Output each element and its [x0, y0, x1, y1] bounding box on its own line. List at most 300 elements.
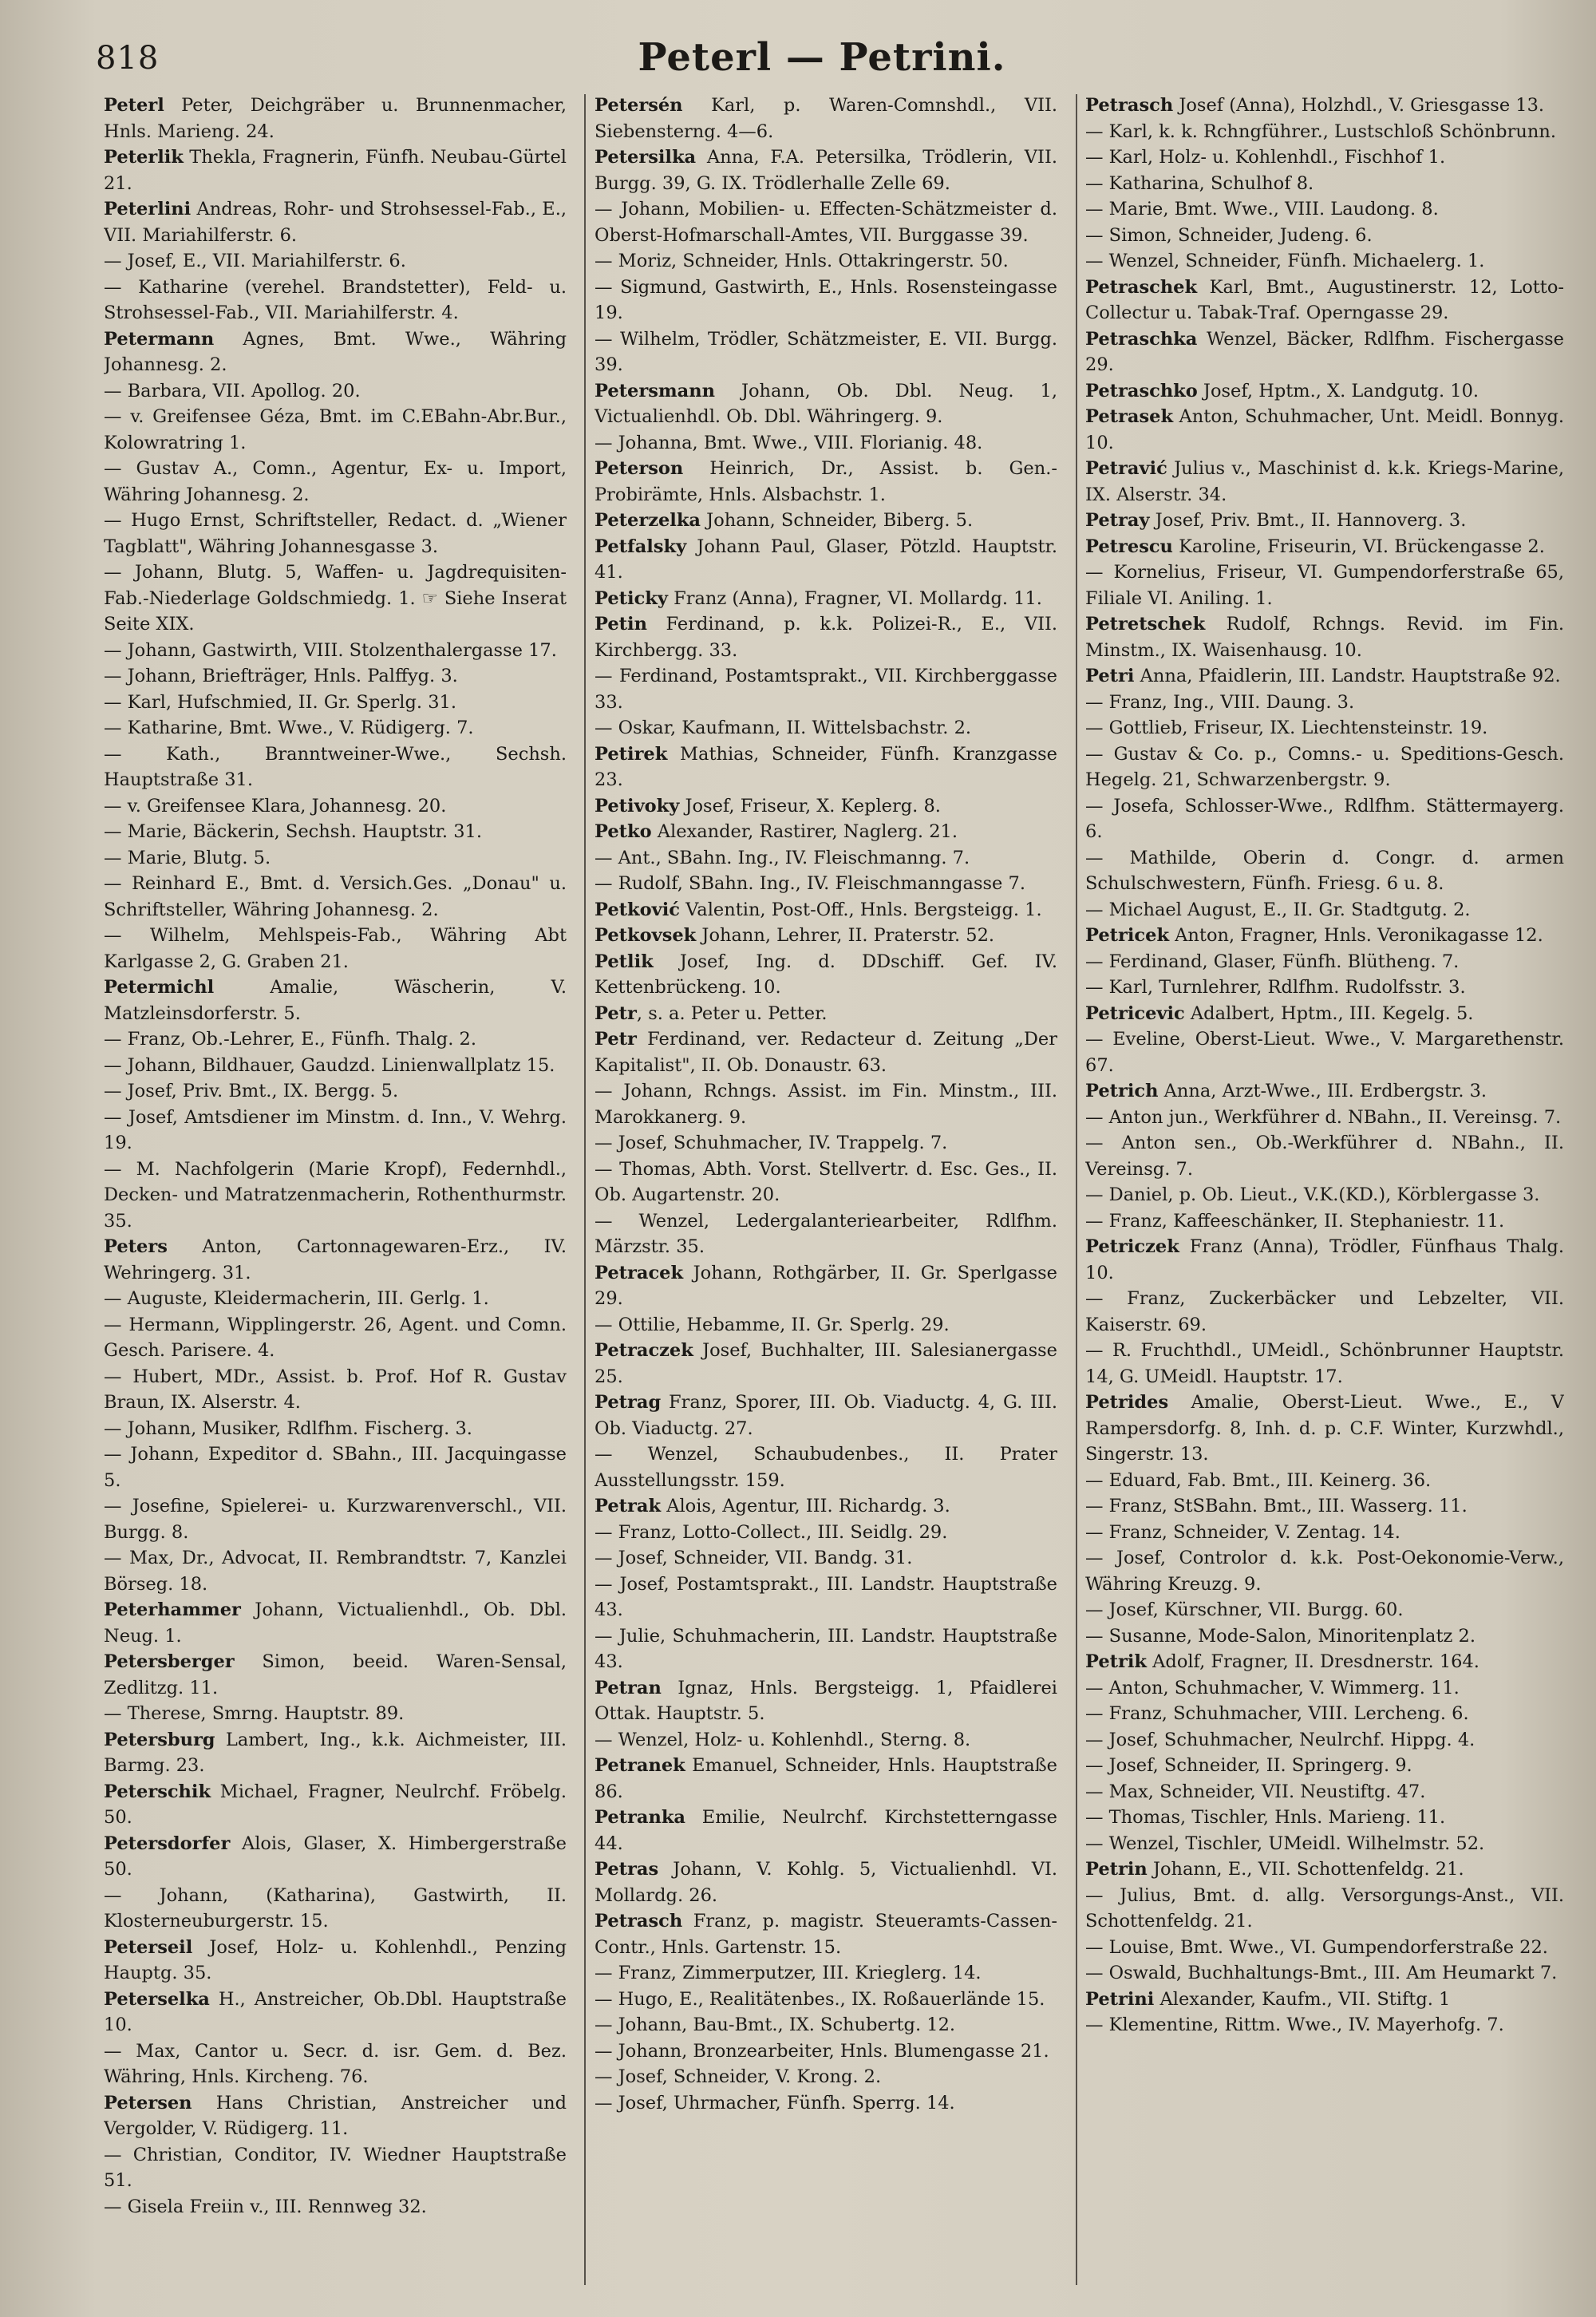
directory-entry	[1085, 1856, 1564, 1883]
directory-entry	[1085, 275, 1564, 326]
entry-details: — Johann, Rchngs. Assist. im Fin. Minstm., III. Marokkanerg. 9.	[595, 1081, 1057, 1128]
entry-details: Anna, Pfaidlerin, III. Landstr. Hauptstraße 92.	[1134, 666, 1561, 686]
entry-details: Anna, Arzt-Wwe., III. Erdbergstr. 3.	[1158, 1081, 1487, 1101]
entry-details: — R. Fruchthdl., UMeidl., Schönbrunner Hauptstr. 14, G. UMeidl. Hauptstr. 17.	[1085, 1340, 1564, 1387]
entry-details: — Hermann, Wipplingerstr. 26, Agent. und Comn. Gesch. Parisere. 4.	[104, 1314, 567, 1361]
entry-details: Franz, p. magistr. Steueramts-Cassen-Contr., Hnls. Gartenstr. 15.	[595, 1911, 1057, 1958]
entry-details: — Ant., SBahn. Ing., IV. Fleischmanng. 7.	[595, 847, 970, 868]
entry-surname: Petersmann	[595, 380, 715, 401]
column-rule	[1076, 94, 1077, 2285]
directory-entry	[1085, 456, 1564, 508]
page-number: 818	[96, 40, 160, 77]
directory-entry	[595, 871, 1057, 897]
entry-details: Agnes, Bmt. Wwe., Währing Johannesg. 2.	[104, 328, 567, 375]
entry-details: — Wilhelm, Mehlspeis-Fab., Währing Abt Karlgasse 2, G. Graben 21.	[104, 925, 567, 972]
directory-entry	[595, 378, 1057, 430]
directory-entry	[1085, 1026, 1564, 1078]
directory-entry	[595, 819, 1057, 845]
directory-entry	[1085, 1805, 1564, 1831]
entry-details: — Josef, Uhrmacher, Fünfh. Sperrg. 14.	[595, 2092, 955, 2113]
directory-entry	[104, 871, 567, 923]
directory-entry	[595, 1987, 1057, 2013]
entry-details: — Johann, (Katharina), Gastwirth, II. Klosterneuburgerstr. 15.	[104, 1884, 567, 1931]
entry-details: Andreas, Rohr- und Strohsessel-Fab., E., VII. Mariahilferstr. 6.	[104, 199, 567, 246]
entry-surname: Peterselka	[104, 1988, 210, 2010]
directory-entry	[104, 663, 567, 690]
entry-details: — Ottilie, Hebamme, II. Gr. Sperlg. 29.	[595, 1314, 950, 1335]
directory-entry	[595, 1908, 1057, 1960]
directory-entry	[104, 248, 567, 275]
entry-details: — Max, Dr., Advocat, II. Rembrandtstr. 7, Kanzlei Börseg. 18.	[104, 1548, 567, 1595]
entry-surname: Peterschik	[104, 1781, 211, 1802]
directory-entry	[1085, 611, 1564, 663]
entry-details: Johann, Victualienhdl., Ob. Dbl. Neug. 1.	[104, 1599, 567, 1647]
entry-details: — Reinhard E., Bmt. d. Versich.Ges. „Donau" u. Schriftsteller, Währing Johannesg. 2.	[104, 873, 567, 920]
entry-surname: Petracek	[595, 1262, 684, 1283]
entry-details: — Hubert, MDr., Assist. b. Prof. Hof R. Gustav Braun, IX. Alserstr. 4.	[104, 1366, 567, 1413]
entry-details: — Kath., Branntweiner-Wwe., Sechsh. Hauptstraße 31.	[104, 743, 567, 790]
entry-details: Johann, E., VII. Schottenfeldg. 21.	[1147, 1859, 1464, 1880]
directory-entry	[104, 1701, 567, 1727]
directory-entry	[104, 456, 567, 508]
entry-details: — Gustav & Co. p., Comns.- u. Speditions-Gesch. Hegelg. 21, Schwarzenbergstr. 9.	[1085, 743, 1564, 790]
entry-details: Ferdinand, ver. Redacteur d. Zeitung „Der Kapitalist", II. Ob. Donaustr. 63.	[595, 1029, 1057, 1076]
directory-entry	[595, 1078, 1057, 1130]
directory-entry	[1085, 378, 1564, 405]
entry-surname: Petrini	[1085, 1988, 1155, 2010]
directory-entry	[595, 2064, 1057, 2090]
directory-entry	[1085, 1078, 1564, 1105]
directory-entry	[1085, 741, 1564, 793]
entry-details: — Johann, Blutg. 5, Waffen- u. Jagdrequisiten-Fab.-Niederlage Goldschmiedg. 1. ☞ Siehe Inserat Seite XIX.	[104, 562, 567, 635]
directory-entry	[595, 196, 1057, 248]
directory-entry	[104, 1831, 567, 1883]
entry-details: Anton, Cartonnagewaren-Erz., IV. Wehringerg. 31.	[104, 1236, 567, 1283]
entry-details: — Max, Cantor u. Secr. d. isr. Gem. d. Bez. Währing, Hnls. Kircheng. 76.	[104, 2040, 567, 2087]
entry-details: Johann, V. Kohlg. 5, Victualienhdl. VI. Mollardg. 26.	[595, 1859, 1057, 1906]
directory-entry	[595, 1001, 1057, 1027]
column-2	[595, 93, 1057, 2293]
entry-details: Franz (Anna), Trödler, Fünfhaus Thalg. 10.	[1085, 1236, 1564, 1283]
directory-entry	[104, 1026, 567, 1053]
entry-surname: Petersdorfer	[104, 1833, 231, 1854]
directory-entry	[1085, 171, 1564, 197]
entry-surname: Petin	[595, 614, 647, 635]
directory-entry	[595, 534, 1057, 586]
directory-entry	[1085, 508, 1564, 534]
entry-details: — Johann, Bildhauer, Gaudzd. Linienwallplatz 15.	[104, 1054, 555, 1076]
entry-details: Mathias, Schneider, Fünfh. Kranzgasse 23.	[595, 743, 1057, 790]
directory-entry	[104, 690, 567, 716]
directory-entry	[1085, 1468, 1564, 1494]
entry-details: Ferdinand, p. k.k. Polizei-R., E., VII. Kirchbergg. 33.	[595, 614, 1057, 661]
entry-surname: Petlik	[595, 951, 654, 972]
directory-entry	[1085, 1234, 1564, 1286]
directory-entry	[104, 1416, 567, 1442]
entry-details: — Johann, Bronzearbeiter, Hnls. Blumengasse 21.	[595, 2040, 1049, 2062]
directory-entry	[595, 1805, 1057, 1856]
entry-details: — Josef, Schuhmacher, Neulrchf. Hippg. 4.	[1085, 1729, 1476, 1750]
entry-details: — Josef, Priv. Bmt., IX. Bergg. 5.	[104, 1081, 399, 1101]
directory-entry	[1085, 1623, 1564, 1650]
directory-entry	[104, 923, 567, 975]
directory-entry	[595, 1675, 1057, 1727]
entry-details: Amalie, Oberst-Lieut. Wwe., E., V Rampersdorfg. 8, Inh. d. p. C.F. Winter, Kurzwhdl., Singerstr. 13.	[1085, 1392, 1564, 1465]
directory-entry	[104, 144, 567, 196]
directory-entry	[595, 2038, 1057, 2065]
entry-details: — Franz, Zuckerbäcker und Lebzelter, VII. Kaiserstr. 69.	[1085, 1288, 1564, 1335]
entry-details: — Josef, Kürschner, VII. Burgg. 60.	[1085, 1599, 1404, 1620]
entry-surname: Peterseil	[104, 1936, 193, 1958]
directory-entry	[1085, 93, 1564, 119]
directory-entry	[1085, 1753, 1564, 1779]
directory-entry	[1085, 1390, 1564, 1468]
directory-entry	[104, 1078, 567, 1105]
entry-details: — Thomas, Tischler, Hnls. Marieng. 11.	[1085, 1807, 1446, 1828]
entry-details: — Daniel, p. Ob. Lieut., V.K.(KD.), Körblergasse 3.	[1085, 1184, 1540, 1205]
entry-details: Johann, Ob. Dbl. Neug. 1, Victualienhdl. Ob. Dbl. Währingerg. 9.	[595, 380, 1057, 427]
entry-details: Karl, Bmt., Augustinerstr. 12, Lotto-Collectur u. Tabak-Traf. Operngasse 29.	[1085, 276, 1564, 323]
entry-details: — Sigmund, Gastwirth, E., Hnls. Rosensteingasse 19.	[595, 276, 1057, 323]
entry-details: — Max, Schneider, VII. Neustiftg. 47.	[1085, 1781, 1426, 1802]
directory-entry	[104, 1545, 567, 1597]
directory-entry	[104, 1493, 567, 1545]
entry-surname: Petermann	[104, 328, 215, 350]
directory-entry	[104, 378, 567, 405]
entry-details: — Wenzel, Tischler, UMeidl. Wilhelmstr. 52.	[1085, 1833, 1485, 1854]
column-rule	[584, 94, 586, 2285]
entry-details: Johann Paul, Glaser, Pötzld. Hauptstr. 41.	[595, 536, 1057, 583]
entry-details: Karoline, Friseurin, VI. Brückengasse 2.	[1172, 536, 1545, 557]
directory-entry	[595, 456, 1057, 508]
entry-surname: Petraczek	[595, 1340, 693, 1361]
directory-entry	[595, 275, 1057, 326]
entry-details: — v. Greifensee Géza, Bmt. im C.EBahn-Abr.Bur., Kolowratring 1.	[104, 406, 567, 453]
entry-surname: Petricevic	[1085, 1002, 1185, 1024]
directory-entry	[595, 1208, 1057, 1260]
directory-entry	[1085, 1701, 1564, 1727]
directory-entry	[1085, 1675, 1564, 1702]
directory-entry	[104, 1935, 567, 1987]
directory-entry	[595, 1493, 1057, 1520]
directory-entry	[595, 1260, 1057, 1312]
directory-entry	[1085, 663, 1564, 690]
entry-details: Lambert, Ing., k.k. Aichmeister, III. Barmg. 23.	[104, 1729, 567, 1776]
entry-details: Emanuel, Schneider, Hnls. Hauptstraße 86.	[595, 1755, 1057, 1802]
directory-entry	[595, 1753, 1057, 1805]
directory-entry	[1085, 1520, 1564, 1546]
page-header	[96, 34, 1548, 89]
directory-entry	[1085, 223, 1564, 249]
entry-details: — Josef, Controlor d. k.k. Post-Oekonomie-Verw., Währing Kreuzg. 9.	[1085, 1548, 1564, 1595]
directory-entry	[595, 949, 1057, 1001]
entry-details: — Anton jun., Werkführer d. NBahn., II. Vereinsg. 7.	[1085, 1106, 1562, 1128]
entry-details: Johann, Lehrer, II. Praterstr. 52.	[696, 925, 995, 946]
entry-details: Josef, Friseur, X. Keplerg. 8.	[679, 795, 941, 816]
directory-entry	[104, 845, 567, 872]
directory-entry	[595, 1623, 1057, 1675]
entry-details: Johann, Schneider, Biberg. 5.	[701, 510, 974, 531]
entry-details: — Gottlieb, Friseur, IX. Liechtensteinstr. 19.	[1085, 718, 1488, 738]
directory-entry	[595, 1338, 1057, 1390]
entry-surname: Peterlini	[104, 199, 192, 219]
entry-details: — Johann, Musiker, Rdlfhm. Fischerg. 3.	[104, 1417, 472, 1439]
entry-details: — Katharine (verehel. Brandstetter), Feld- u. Strohsessel-Fab., VII. Mariahilferstr. 4.	[104, 276, 567, 323]
directory-entry	[104, 2194, 567, 2220]
directory-entry	[1085, 690, 1564, 716]
entry-surname: Petravić	[1085, 458, 1167, 479]
entry-details: Alois, Glaser, X. Himbergerstraße 50.	[104, 1833, 567, 1880]
entry-surname: Petr	[595, 1029, 637, 1050]
directory-entry	[104, 1312, 567, 1364]
directory-entry	[595, 741, 1057, 793]
entry-surname: Peterl	[104, 95, 164, 116]
directory-entry	[595, 923, 1057, 949]
entry-surname: Peterson	[595, 458, 684, 479]
entry-details: Alexander, Rastirer, Naglerg. 21.	[651, 821, 958, 842]
directory-entry	[1085, 2012, 1564, 2038]
entry-details: Valentin, Post-Off., Hnls. Bergsteigg. 1.	[679, 899, 1042, 920]
entry-details: — Simon, Schneider, Judeng. 6.	[1085, 224, 1373, 246]
entry-details: — Wenzel, Holz- u. Kohlenhdl., Sterng. 8.	[595, 1729, 971, 1750]
entry-details: — Louise, Bmt. Wwe., VI. Gumpendorferstraße 22.	[1085, 1936, 1548, 1958]
entry-surname: Petriczek	[1085, 1236, 1179, 1257]
entry-details: — Josef, Amtsdiener im Minstm. d. Inn., V. Wehrg. 19.	[104, 1106, 567, 1153]
entry-details: — Ferdinand, Glaser, Fünfh. Blütheng. 7.	[1085, 951, 1460, 972]
entry-details: — Mathilde, Oberin d. Congr. d. armen Schulschwestern, Fünfh. Friesg. 6 u. 8.	[1085, 847, 1564, 894]
directory-entry	[1085, 1935, 1564, 1961]
directory-entry	[595, 1390, 1057, 1441]
directory-entry	[104, 1727, 567, 1779]
directory-entry	[595, 2012, 1057, 2038]
entry-details: — Eduard, Fab. Bmt., III. Keinerg. 36.	[1085, 1469, 1432, 1491]
entry-details: — Katharine, Bmt. Wwe., V. Rüdigerg. 7.	[104, 718, 474, 738]
entry-surname: Peticky	[595, 587, 668, 609]
entry-surname: Petković	[595, 899, 680, 920]
entry-surname: Petrik	[1085, 1651, 1148, 1672]
directory-entry	[104, 1883, 567, 1935]
directory-entry	[595, 248, 1057, 275]
entry-details: Amalie, Wäscherin, V. Matzleinsdorferstr. 5.	[104, 977, 567, 1024]
entry-details: Peter, Deichgräber u. Brunnenmacher, Hnls. Marieng. 24.	[104, 95, 567, 142]
entry-details: Wenzel, Bäcker, Rdlfhm. Fischergasse 29.	[1085, 328, 1564, 375]
directory-entry	[104, 2090, 567, 2142]
directory-entry	[104, 1779, 567, 1831]
entry-details: — Wilhelm, Trödler, Schätzmeister, E. VII. Burgg. 39.	[595, 328, 1057, 375]
entry-details: — Franz, StSBahn. Bmt., III. Wasserg. 11.	[1085, 1496, 1468, 1516]
entry-details: — Susanne, Mode-Salon, Minoritenplatz 2.	[1085, 1625, 1476, 1647]
directory-entry	[1085, 897, 1564, 923]
entry-details: Franz, Sporer, III. Ob. Viaductg. 4, G. III. Ob. Viaductg. 27.	[595, 1392, 1057, 1439]
entry-surname: Petretschek	[1085, 614, 1206, 635]
running-title: Peterl — Petrini.	[638, 35, 1006, 80]
entry-surname: Petersilka	[595, 147, 697, 168]
entry-details: Rudolf, Rchngs. Revid. im Fin. Minstm., IX. Waisenhausg. 10.	[1085, 614, 1564, 661]
directory-entry	[595, 1312, 1057, 1338]
entry-details: Anna, F.A. Petersilka, Trödlerin, VII. Burgg. 39, G. IX. Trödlerhalle Zelle 69.	[595, 147, 1057, 194]
entry-details: — Anton, Schuhmacher, V. Wimmerg. 11.	[1085, 1677, 1460, 1698]
directory-entry	[104, 741, 567, 793]
entry-details: — Marie, Bmt. Wwe., VIII. Laudong. 8.	[1085, 199, 1439, 219]
entry-details: — Oskar, Kaufmann, II. Wittelsbachstr. 2.	[595, 718, 972, 738]
entry-details: Josef, Priv. Bmt., II. Hannoverg. 3.	[1149, 510, 1467, 531]
entry-details: — Johann, Bau-Bmt., IX. Schubertg. 12.	[595, 2015, 956, 2035]
directory-entry	[1085, 248, 1564, 275]
entry-details: — Kornelius, Friseur, VI. Gumpendorferstraße 65, Filiale VI. Aniling. 1.	[1085, 562, 1564, 609]
directory-entry	[104, 404, 567, 456]
entry-surname: Petrag	[595, 1392, 662, 1413]
directory-entry	[595, 2090, 1057, 2117]
entry-surname: Petraschka	[1085, 328, 1198, 350]
entry-surname: Petran	[595, 1677, 662, 1698]
entry-details: — M. Nachfolgerin (Marie Kropf), Federnhdl., Decken- und Matratzenmacherin, Rothenthurmstr. 35.	[104, 1158, 567, 1232]
entry-surname: Petrasch	[595, 1911, 683, 1931]
entry-details: — Franz, Schuhmacher, VIII. Lercheng. 6.	[1085, 1703, 1469, 1724]
directory-entry	[595, 508, 1057, 534]
entry-details: Josef (Anna), Holzhdl., V. Griesgasse 13.	[1173, 95, 1545, 116]
entry-details: — Marie, Blutg. 5.	[104, 847, 271, 868]
entry-details: — Franz, Kaffeeschänker, II. Stephaniestr. 11.	[1085, 1210, 1505, 1232]
directory-entry	[104, 508, 567, 559]
directory-entry	[104, 326, 567, 378]
entry-details: — Josefa, Schlosser-Wwe., Rdlfhm. Stättermayerg. 6.	[1085, 795, 1564, 842]
directory-entry	[104, 1157, 567, 1235]
entry-details: — Josef, Schuhmacher, IV. Trappelg. 7.	[595, 1133, 948, 1153]
directory-entry	[1085, 715, 1564, 741]
directory-entry	[104, 1364, 567, 1416]
entry-details: Thekla, Fragnerin, Fünfh. Neubau-Gürtel 21.	[104, 147, 567, 194]
directory-entry	[595, 144, 1057, 196]
directory-entry	[595, 326, 1057, 378]
directory-entry	[595, 1130, 1057, 1157]
directory-entry	[595, 586, 1057, 612]
directory-entry	[104, 715, 567, 741]
entry-surname: Petfalsky	[595, 536, 687, 557]
directory-entry	[595, 611, 1057, 663]
directory-entry	[104, 1441, 567, 1493]
entry-surname: Petrak	[595, 1496, 662, 1516]
entry-surname: Petivoky	[595, 795, 680, 816]
directory-entry	[104, 559, 567, 638]
entry-surname: Petray	[1085, 510, 1150, 531]
entry-details: — Hugo, E., Realitätenbes., IX. Roßauerlände 15.	[595, 1988, 1045, 2010]
directory-entry	[104, 819, 567, 845]
directory-entry	[1085, 196, 1564, 223]
directory-entry	[595, 1157, 1057, 1208]
entry-details: — Auguste, Kleidermacherin, III. Gerlg. 1.	[104, 1288, 489, 1309]
directory-entry	[595, 1572, 1057, 1623]
entry-details: — Hugo Ernst, Schriftsteller, Redact. d. „Wiener Tagblatt", Währing Johannesgasse 3.	[104, 510, 567, 557]
directory-entry	[595, 1960, 1057, 1987]
entry-details: — Rudolf, SBahn. Ing., IV. Fleischmanngasse 7.	[595, 873, 1025, 894]
directory-entry	[595, 663, 1057, 715]
entry-surname: Petrasek	[1085, 406, 1174, 427]
directory-entry	[595, 793, 1057, 820]
directory-entry	[104, 1987, 567, 2038]
directory-entry	[104, 1053, 567, 1079]
entry-details: — Josef, E., VII. Mariahilferstr. 6.	[104, 251, 406, 271]
entry-details: — Anton sen., Ob.-Werkführer d. NBahn., II. Vereinsg. 7.	[1085, 1133, 1564, 1180]
entry-details: Adolf, Fragner, II. Dresdnerstr. 164.	[1147, 1651, 1479, 1672]
entry-surname: Petr	[595, 1002, 637, 1024]
directory-entry	[1085, 1001, 1564, 1027]
entry-details: — Johanna, Bmt. Wwe., VIII. Florianig. 48.	[595, 432, 983, 453]
entry-details: Josef, Buchhalter, III. Salesianergasse 25.	[595, 1340, 1057, 1387]
directory-entry	[1085, 1883, 1564, 1935]
entry-surname: Petranka	[595, 1807, 685, 1828]
directory-entry	[595, 1727, 1057, 1754]
entry-surname: Petraschek	[1085, 276, 1198, 298]
entry-details: — Johann, Gastwirth, VIII. Stolzenthalergasse 17.	[104, 639, 557, 661]
directory-entry	[595, 715, 1057, 741]
entry-surname: Petrides	[1085, 1392, 1169, 1413]
directory-entry	[104, 1286, 567, 1312]
directory-entry	[1085, 1105, 1564, 1131]
entry-details: — Gisela Freiin v., III. Rennweg 32.	[104, 2196, 427, 2217]
entry-details: — Franz, Lotto-Collect., III. Seidlg. 29.	[595, 1521, 948, 1543]
entry-details: Franz (Anna), Fragner, VI. Mollardg. 11.	[667, 587, 1042, 609]
directory-entry	[1085, 1182, 1564, 1208]
directory-entry	[595, 1520, 1057, 1546]
directory-entry	[1085, 559, 1564, 611]
entry-details: Alexander, Kaufm., VII. Stiftg. 1	[1154, 1988, 1451, 2010]
entry-details: Ignaz, Hnls. Bergsteigg. 1, Pfaidlerei Ottak. Hauptstr. 5.	[595, 1677, 1057, 1724]
entry-surname: Petersberger	[104, 1651, 235, 1672]
entry-details: Josef, Ing. d. DDschiff. Gef. IV. Kettenbrückeng. 10.	[595, 951, 1057, 998]
directory-entry	[595, 897, 1057, 923]
entry-details: — Gustav A., Comn., Agentur, Ex- u. Import, Währing Johannesg. 2.	[104, 458, 567, 505]
entry-details: — Johann, Briefträger, Hnls. Palffyg. 3.	[104, 666, 458, 686]
entry-surname: Petko	[595, 821, 652, 842]
entry-details: Emilie, Neulrchf. Kirchstetterngasse 44.	[595, 1807, 1057, 1854]
entry-details: — Christian, Conditor, IV. Wiedner Hauptstraße 51.	[104, 2144, 567, 2191]
directory-entry	[1085, 1130, 1564, 1182]
directory-entry	[1085, 119, 1564, 145]
entry-details: — Marie, Bäckerin, Sechsh. Hauptstr. 31.	[104, 821, 483, 842]
entry-details: — Karl, Hufschmied, II. Gr. Sperlg. 31.	[104, 691, 456, 713]
entry-details: — Johann, Mobilien- u. Effecten-Schätzmeister d. Oberst-Hofmarschall-Amtes, VII. Burggasse 39.	[595, 199, 1057, 246]
entry-details: Julius v., Maschinist d. k.k. Kriegs-Marine, IX. Alserstr. 34.	[1085, 458, 1564, 505]
entry-surname: Petras	[595, 1859, 659, 1880]
entry-details: — Wenzel, Ledergalanteriearbeiter, Rdlfhm. Märzstr. 35.	[595, 1210, 1057, 1257]
entry-surname: Petirek	[595, 743, 668, 765]
entry-surname: Petermichl	[104, 977, 215, 998]
entry-details: H., Anstreicher, Ob.Dbl. Hauptstraße 10.	[104, 1988, 567, 2035]
entry-details: — Josef, Schneider, VII. Bandg. 31.	[595, 1548, 913, 1568]
entry-details: Josef, Hptm., X. Landgutg. 10.	[1197, 380, 1479, 401]
entry-details: — Klementine, Rittm. Wwe., IV. Mayerhofg. 7.	[1085, 2015, 1504, 2035]
entry-surname: Petri	[1085, 666, 1135, 686]
entry-details: — Moriz, Schneider, Hnls. Ottakringerstr. 50.	[595, 251, 1009, 271]
directory-entry	[104, 1105, 567, 1157]
directory-entry	[1085, 1727, 1564, 1754]
directory-entry	[595, 845, 1057, 872]
directory-entry	[104, 638, 567, 664]
directory-entry	[595, 1856, 1057, 1908]
directory-entry	[595, 93, 1057, 144]
entry-details: — Eveline, Oberst-Lieut. Wwe., V. Margarethenstr. 67.	[1085, 1029, 1564, 1076]
entry-details: — Ferdinand, Postamtsprakt., VII. Kirchberggasse 33.	[595, 666, 1057, 713]
directory-entry	[1085, 1208, 1564, 1235]
directory-entry	[1085, 845, 1564, 897]
entry-details: — Franz, Ing., VIII. Daung. 3.	[1085, 691, 1355, 713]
entry-surname: Petrich	[1085, 1081, 1159, 1101]
directory-entry	[104, 1597, 567, 1649]
entry-details: Hans Christian, Anstreicher und Vergolder, V. Rüdigerg. 11.	[104, 2092, 567, 2139]
directory-entry	[1085, 1987, 1564, 2013]
directory-entry	[104, 1649, 567, 1701]
entry-surname: Peters	[104, 1236, 168, 1257]
